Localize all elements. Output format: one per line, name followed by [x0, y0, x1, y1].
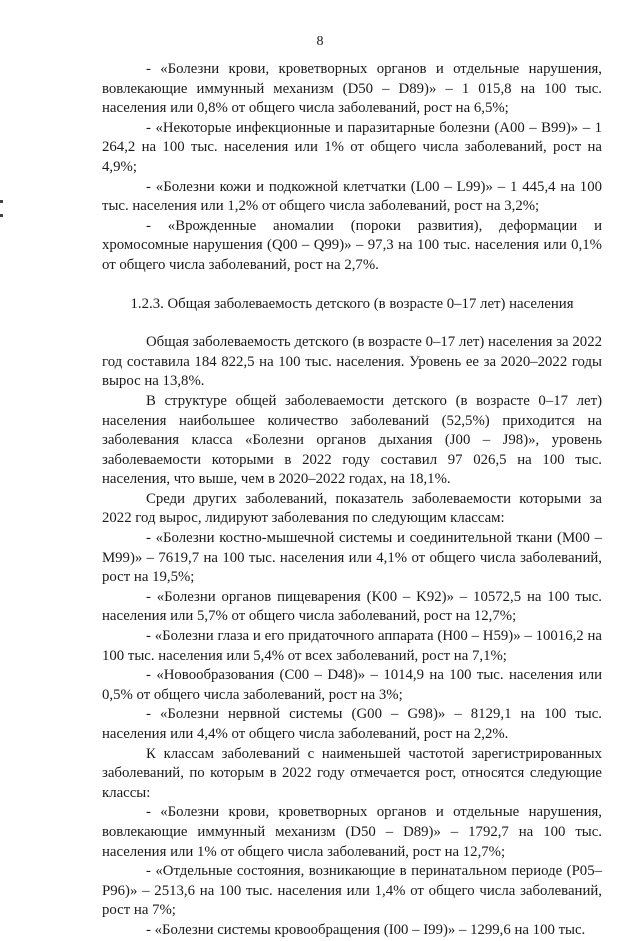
list-item: - «Болезни системы кровообращения (I00 – I99)» – 1299,6 на 100 тыс.: [146, 921, 586, 938]
section-heading: 1.2.3. Общая заболеваемость детского (в возрасте 0–17 лет) населения: [130, 295, 574, 312]
list-item: - «Врожденные аномалии (пороки развития), деформации и хромосомные нарушения (Q00 – Q99)» – 97,3 на 100 тыс. населения или 0,1% от общего числа заболеваний, рост на 2,7%.: [102, 217, 602, 273]
list-item: - «Болезни кожи и подкожной клетчатки (L00 – L99)» – 1 445,4 на 100 тыс. населения или 1,2% от общего числа заболеваний, рост на 3,2%;: [102, 178, 602, 215]
list-item: - «Болезни костно-мышечной системы и соединительной ткани (M00 – M99)» – 7619,7 на 100 тыс. населения или 4,1% от общего числа заболеваний, рост на 19,5%;: [102, 530, 602, 586]
page-number: 8: [316, 34, 324, 49]
document-body: [102, 60, 602, 941]
list-item: - «Отдельные состояния, возникающие в перинатальном периоде (P05– P96)» – 2513,6 на 100 тыс. населения или 1,4% от общего числа заболеваний, рост на 7%;: [102, 863, 602, 919]
list-item: - «Болезни крови, кроветворных органов и отдельные нарушения, вовлекающие иммунный механизм (D50 – D89)» – 1 015,8 на 100 тыс. населения или 0,8% от общего числа заболеваний, рост на 6,5%;: [102, 61, 602, 117]
list-item: - «Новообразования (C00 – D48)» – 1014,9 на 100 тыс. населения или 0,5% от общего числа заболеваний, рост на 3%;: [102, 667, 602, 703]
binding-mark: [0, 200, 3, 203]
binding-mark: [0, 214, 3, 217]
list-item: - «Болезни органов пищеварения (K00 – K92)» – 10572,5 на 100 тыс. населения или 5,7% от общего числа заболеваний, рост на 12,7%;: [102, 588, 602, 625]
paragraph: Общая заболеваемость детского (в возрасте 0–17 лет) населения за 2022 год составила 184 822,5 на 100 тыс. населения. Уровень ее за 2020–2022 годы вырос на 13,8%.: [102, 334, 602, 390]
paragraph: В структуре общей заболеваемости детского (в возрасте 0–17 лет) населения наибольшее количество заболеваний (52,5%) приходится на заболевания класса «Болезни органов дыхания (J00 – J98)», уровень заболеваемости которыми в 2022 году составил 97 026,5 на 100 тыс. населения, что выше, чем в 2020–2022 годах, на 18,1%.: [102, 392, 602, 488]
list-item: - «Болезни крови, кроветворных органов и отдельные нарушения, вовлекающие иммунный механизм (D50 – D89)» – 1792,7 на 100 тыс. населения или 1% от общего числа заболеваний, рост на 12,7%;: [102, 804, 602, 860]
paragraph: К классам заболеваний с наименьшей частотой зарегистрированных заболеваний, по которым в 2022 году отмечается рост, относятся следующие классы:: [102, 745, 602, 801]
list-item: - «Болезни глаза и его придаточного аппарата (H00 – H59)» – 10016,2 на 100 тыс. населения или 5,4% от всех заболеваний, рост на 7,1%;: [102, 628, 602, 664]
list-item: - «Некоторые инфекционные и паразитарные болезни (A00 – B99)» – 1 264,2 на 100 тыс. населения или 1% от общего числа заболеваний, рост на 4,9%;: [102, 119, 602, 175]
list-item: - «Болезни нервной системы (G00 – G98)» – 8129,1 на 100 тыс. населения или 4,4% от общего числа заболеваний, рост на 2,2%.: [102, 706, 602, 742]
paragraph: Среди других заболеваний, показатель заболеваемости которыми за 2022 год вырос, лидируют заболевания по следующим классам:: [102, 490, 602, 527]
